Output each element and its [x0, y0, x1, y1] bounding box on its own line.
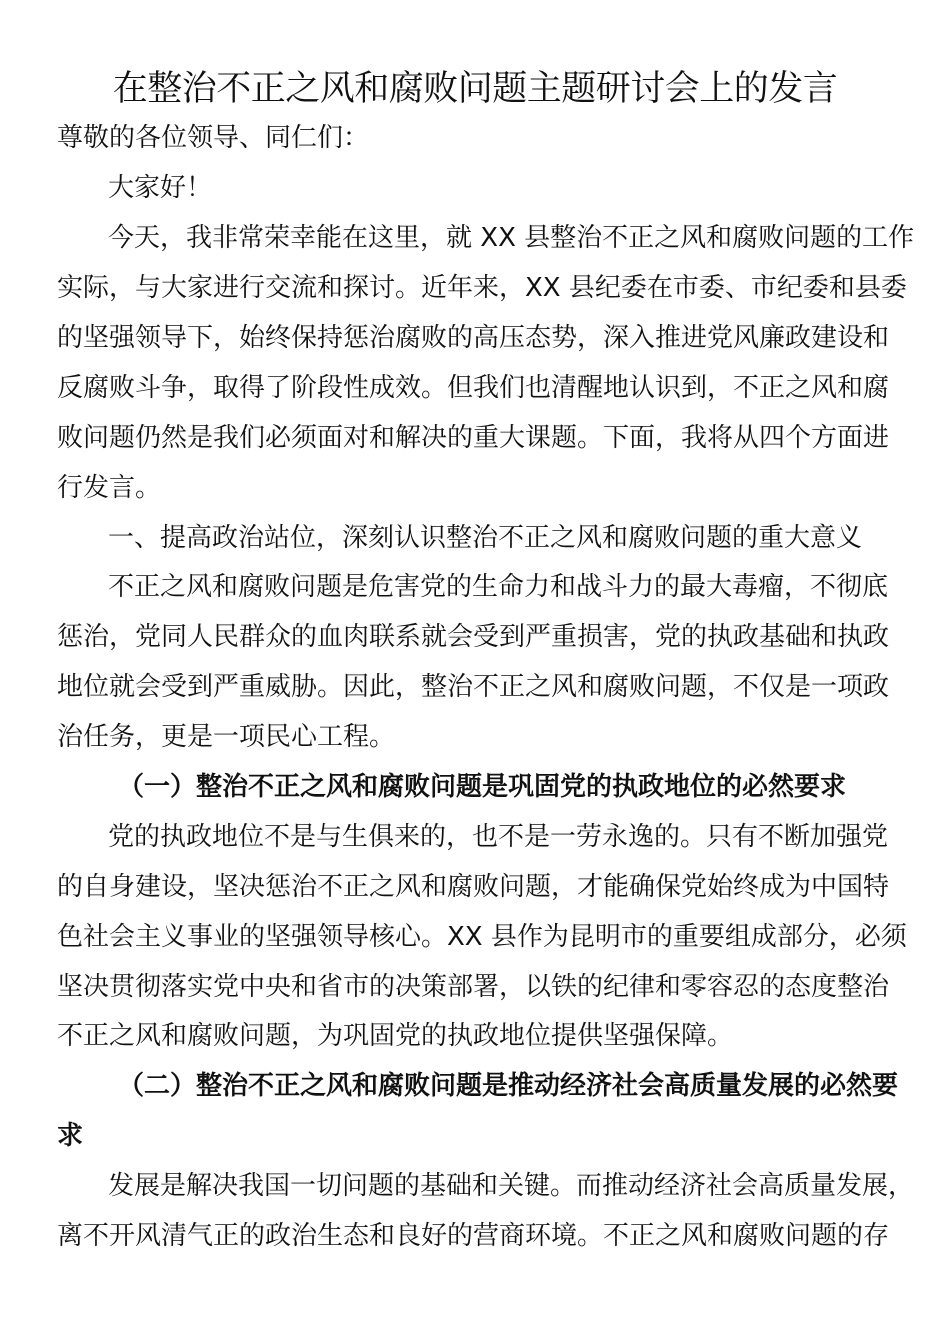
section-heading: 一、提高政治站位，深刻认识整治不正之风和腐败问题的重大意义 [108, 523, 863, 553]
paragraph-line: 离不开风清气正的政治生态和良好的营商环境。不正之风和腐败问题的存 [57, 1221, 890, 1251]
paragraph-line: 党的执政地位不是与生俱来的，也不是一劳永逸的。只有不断加强党 [108, 822, 889, 852]
paragraph-line: 惩治，党同人民群众的血肉联系就会受到严重损害，党的执政基础和执政 [57, 622, 890, 652]
paragraph-line: 反腐败斗争，取得了阶段性成效。但我们也清醒地认识到，不正之风和腐 [57, 373, 890, 403]
salutation: 尊敬的各位领导、同仁们： [57, 123, 370, 153]
paragraph-line: 的自身建设，坚决惩治不正之风和腐败问题，才能确保党始终成为中国特 [57, 872, 890, 902]
paragraph-line: 实际，与大家进行交流和探讨。近年来，XX 县纪委在市委、市纪委和县委 [57, 273, 907, 303]
subsection-heading: （二）整治不正之风和腐败问题是推动经济社会高质量发展的必然要 [118, 1071, 899, 1101]
paragraph-line: 不正之风和腐败问题，为巩固党的执政地位提供坚强保障。 [57, 1021, 734, 1051]
document-title: 在整治不正之风和腐败问题主题研讨会上的发言 [112, 69, 838, 109]
paragraph-line: 行发言。 [57, 473, 162, 503]
subsection-heading-continued: 求 [57, 1121, 84, 1151]
paragraph-line: 地位就会受到严重威胁。因此，整治不正之风和腐败问题，不仅是一项政 [57, 672, 890, 702]
paragraph-line: 坚决贯彻落实党中央和省市的决策部署，以铁的纪律和零容忍的态度整治 [57, 972, 890, 1002]
paragraph-line: 色社会主义事业的坚强领导核心。XX 县作为昆明市的重要组成部分，必须 [57, 922, 907, 952]
paragraph-line: 治任务，更是一项民心工程。 [57, 722, 396, 752]
subsection-heading: （一）整治不正之风和腐败问题是巩固党的执政地位的必然要求 [118, 772, 847, 802]
paragraph-line: 的坚强领导下，始终保持惩治腐败的高压态势，深入推进党风廉政建设和 [57, 323, 890, 353]
greeting: 大家好！ [108, 173, 213, 203]
paragraph-line: 败问题仍然是我们必须面对和解决的重大课题。下面，我将从四个方面进 [57, 423, 890, 453]
paragraph-line: 不正之风和腐败问题是危害党的生命力和战斗力的最大毒瘤，不彻底 [108, 572, 889, 602]
paragraph-line: 今天，我非常荣幸能在这里，就 XX 县整治不正之风和腐败问题的工作 [108, 223, 915, 253]
paragraph-line: 发展是解决我国一切问题的基础和关键。而推动经济社会高质量发展， [108, 1171, 915, 1201]
